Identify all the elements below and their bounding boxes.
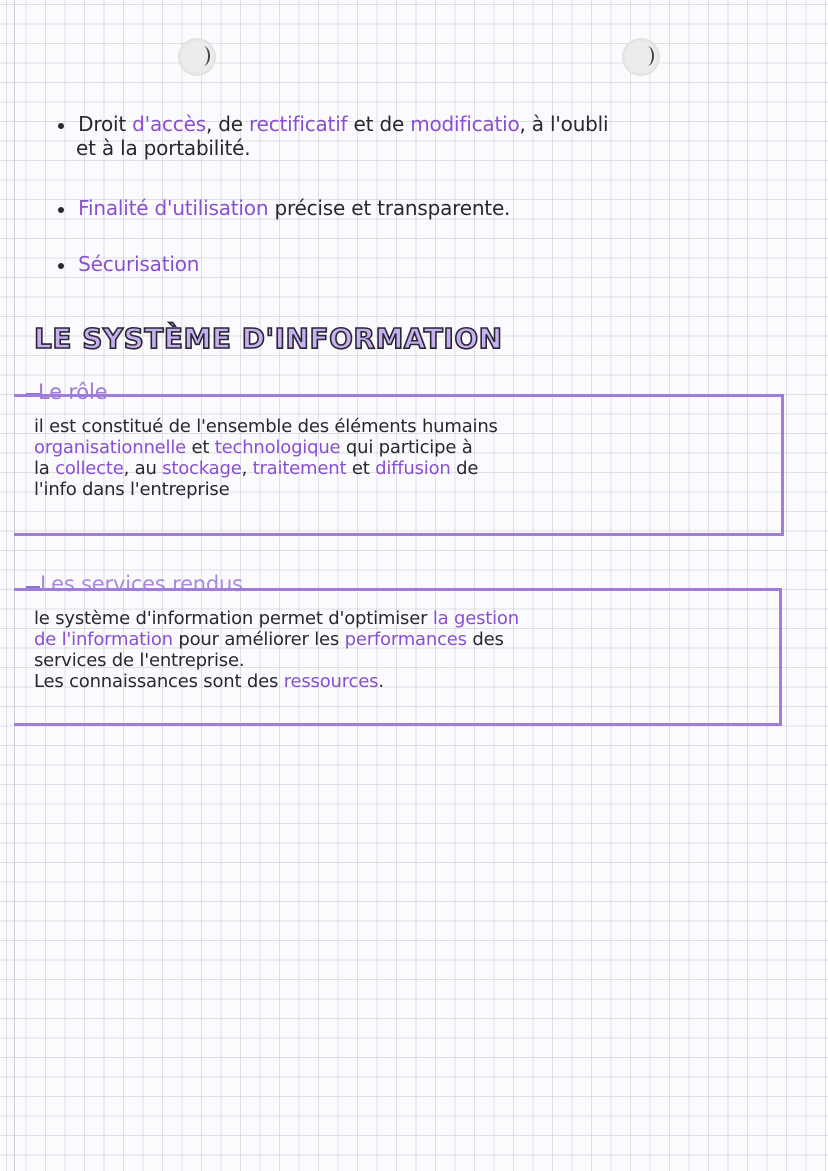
role-line-2: organisationnelle et technologique qui participe à bbox=[34, 437, 473, 458]
bullet-dot-icon bbox=[58, 263, 64, 269]
role-line-1: il est constitué de l'ensemble des éléments humains bbox=[34, 416, 498, 437]
page-margin-line bbox=[14, 0, 15, 1171]
role-line-4: l'info dans l'entreprise bbox=[34, 479, 230, 500]
bullet-dot-icon bbox=[58, 207, 64, 213]
services-line-1: le système d'information permet d'optimiser la gestion bbox=[34, 608, 519, 629]
bullet-dot-icon bbox=[58, 123, 64, 129]
role-section-label: Le rôle bbox=[38, 380, 108, 404]
bullet-rights-continuation: et à la portabilité. bbox=[76, 136, 251, 160]
bullet-security: Sécurisation bbox=[58, 252, 199, 276]
bullet-rights-text: Droit d'accès, de rectificatif et de modificatio, à l'oubli bbox=[78, 112, 609, 136]
bullet-finality: Finalité d'utilisation précise et transparente. bbox=[58, 196, 510, 220]
binder-hole-left bbox=[178, 38, 216, 76]
services-line-3: services de l'entreprise. bbox=[34, 650, 245, 671]
page-title: LE SYSTÈME D'INFORMATION bbox=[34, 322, 503, 355]
services-section-label: Les services rendus bbox=[40, 572, 243, 596]
role-text bbox=[34, 416, 764, 500]
services-line-4: Les connaissances sont des ressources. bbox=[34, 671, 384, 692]
binder-hole-right bbox=[622, 38, 660, 76]
services-text bbox=[34, 608, 764, 692]
bullet-rights bbox=[58, 112, 608, 136]
services-line-2: de l'information pour améliorer les performances des bbox=[34, 629, 504, 650]
role-line-3: la collecte, au stockage, traitement et diffusion de bbox=[34, 458, 479, 479]
